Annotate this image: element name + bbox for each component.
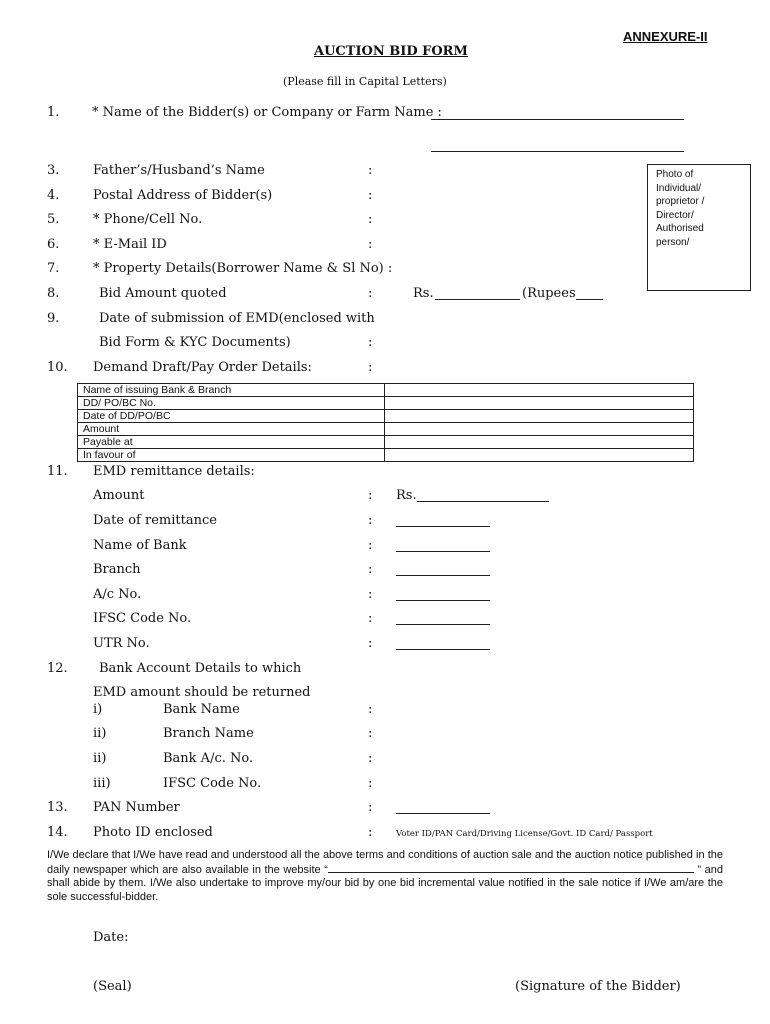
item-number: 11.: [47, 464, 68, 479]
item-number: 14.: [47, 825, 68, 840]
branch-label: Branch: [93, 562, 141, 577]
colon: :: [368, 513, 373, 528]
colon: :: [368, 163, 373, 178]
photo-box-text: Authorised: [656, 223, 704, 234]
account-no-field[interactable]: [396, 600, 490, 601]
photo-id-options: Voter ID/PAN Card/Driving License/Govt. ID Card/ Passport: [396, 829, 653, 839]
rs-label: Rs.: [396, 488, 417, 503]
sub-item-number: i): [93, 702, 103, 717]
property-details-label: * Property Details(Borrower Name & Sl No) :: [93, 261, 393, 276]
fill-instruction: (Please fill in Capital Letters): [283, 75, 447, 88]
account-no-label: A/c No.: [93, 587, 142, 602]
item-number: 4.: [47, 188, 60, 203]
emd-submission-date-label: Date of submission of EMD(enclosed with: [99, 311, 375, 326]
bidder-name-field-line2[interactable]: [431, 151, 684, 152]
table-row: [78, 436, 694, 449]
item-number: 9.: [47, 311, 60, 326]
sub-item-number: ii): [93, 751, 107, 766]
declaration-line: ” and shall abide by them. I/We also undertake to improve my/our bid by one bid incremental value notified in the sale notice if I/We am/are the sole successful-bidder.: [47, 863, 724, 903]
photo-box-text: Director/: [656, 209, 694, 221]
remittance-date-field[interactable]: [396, 526, 490, 527]
bidder-name-label: * Name of the Bidder(s) or Company or Farm Name :: [92, 105, 442, 120]
photo-box[interactable]: [647, 164, 751, 291]
declaration-text: [47, 849, 723, 904]
item-number: 7.: [47, 261, 60, 276]
item-number: 3.: [47, 163, 60, 178]
website-field[interactable]: [328, 863, 694, 873]
refund-ifsc-label: IFSC Code No.: [163, 776, 262, 791]
photo-box-text: Individual/: [656, 182, 702, 194]
colon: :: [368, 726, 373, 741]
utr-label: UTR No.: [93, 636, 150, 651]
emd-amount-label: Amount: [93, 488, 145, 503]
pan-number-label: PAN Number: [93, 800, 180, 815]
declaration-line: I/We declare that I/We have read and understood all the above terms and conditions of auction sale and the auction notice published in the daily newspaper which are also available in the website: [47, 849, 723, 876]
bid-amount-words-field[interactable]: [576, 299, 603, 300]
colon: :: [368, 237, 373, 252]
table-row: [78, 449, 694, 462]
colon: :: [368, 636, 373, 651]
father-husband-name-label: Father’s/Husband’s Name: [93, 163, 265, 178]
table-row: [78, 384, 694, 397]
remittance-date-label: Date of remittance: [93, 513, 217, 528]
refund-account-no-label: Bank A/c. No.: [163, 751, 254, 766]
refund-branch-name-label: Branch Name: [163, 726, 254, 741]
colon: :: [368, 702, 373, 717]
colon: :: [368, 611, 373, 626]
table-cell-input[interactable]: [385, 423, 694, 436]
table-row: [78, 423, 694, 436]
signature-label: (Signature of the Bidder): [515, 979, 681, 994]
table-cell-label: DD/ PO/BC No.: [78, 397, 385, 410]
annexure-label: ANNEXURE-II: [623, 29, 708, 44]
utr-field[interactable]: [396, 649, 490, 650]
colon: :: [368, 562, 373, 577]
refund-bank-name-label: Bank Name: [163, 702, 240, 717]
table-cell-input[interactable]: [385, 384, 694, 397]
colon: :: [368, 286, 373, 301]
item-number: 10.: [47, 360, 68, 375]
photo-box-text: Photo of: [656, 169, 694, 180]
table-row: [78, 397, 694, 410]
rupees-label: (Rupees: [522, 286, 576, 301]
refund-account-label-cont: EMD amount should be returned: [93, 685, 311, 700]
colon: :: [368, 776, 373, 791]
table-cell-label: Amount: [78, 423, 385, 436]
bank-name-field[interactable]: [396, 551, 490, 552]
branch-field[interactable]: [396, 575, 490, 576]
demand-draft-table: [77, 383, 694, 462]
table-cell-input[interactable]: [385, 449, 694, 462]
bid-amount-field[interactable]: [435, 299, 520, 300]
colon: :: [368, 335, 373, 350]
table-cell-input[interactable]: [385, 397, 694, 410]
bidder-name-field[interactable]: [431, 119, 684, 120]
table-cell-label: In favour of: [78, 449, 385, 462]
item-number: 12.: [47, 661, 68, 676]
colon: :: [368, 212, 373, 227]
photo-box-text: proprietor /: [656, 196, 705, 207]
table-cell-input[interactable]: [385, 436, 694, 449]
emd-submission-date-label-cont: Bid Form & KYC Documents): [99, 335, 291, 350]
table-cell-label: Date of DD/PO/BC: [78, 410, 385, 423]
demand-draft-label: Demand Draft/Pay Order Details:: [93, 360, 312, 375]
colon: :: [368, 751, 373, 766]
item-number: 8.: [47, 286, 60, 301]
emd-remittance-label: EMD remittance details:: [93, 464, 255, 479]
item-number: 6.: [47, 237, 60, 252]
ifsc-field[interactable]: [396, 624, 490, 625]
table-cell-label: Payable at: [78, 436, 385, 449]
colon: :: [368, 587, 373, 602]
page-title: AUCTION BID FORM: [314, 44, 468, 59]
seal-label: (Seal): [93, 979, 132, 994]
photo-box-text: person/: [656, 236, 690, 248]
phone-label: * Phone/Cell No.: [93, 212, 203, 227]
table-cell-input[interactable]: [385, 410, 694, 423]
declaration-open-quote: “: [324, 863, 328, 876]
colon: :: [368, 188, 373, 203]
table-row: [78, 410, 694, 423]
pan-number-field[interactable]: [396, 813, 490, 814]
colon: :: [368, 488, 373, 503]
date-label: Date:: [93, 930, 129, 945]
sub-item-number: iii): [93, 776, 111, 791]
ifsc-label: IFSC Code No.: [93, 611, 192, 626]
email-label: * E-Mail ID: [93, 237, 167, 252]
refund-account-label: Bank Account Details to which: [99, 661, 302, 676]
postal-address-label: Postal Address of Bidder(s): [93, 188, 273, 203]
sub-item-number: ii): [93, 726, 107, 741]
photo-id-label: Photo ID enclosed: [93, 825, 213, 840]
bid-amount-label: Bid Amount quoted: [99, 286, 227, 301]
item-number: 1.: [47, 105, 60, 120]
colon: :: [368, 825, 373, 840]
rs-label: Rs.: [413, 286, 434, 301]
item-number: 5.: [47, 212, 60, 227]
colon: :: [368, 360, 373, 375]
emd-amount-field[interactable]: [417, 501, 549, 502]
bank-name-label: Name of Bank: [93, 538, 187, 553]
item-number: 13.: [47, 800, 68, 815]
colon: :: [368, 538, 373, 553]
table-cell-label: Name of issuing Bank & Branch: [78, 384, 385, 397]
colon: :: [368, 800, 373, 815]
